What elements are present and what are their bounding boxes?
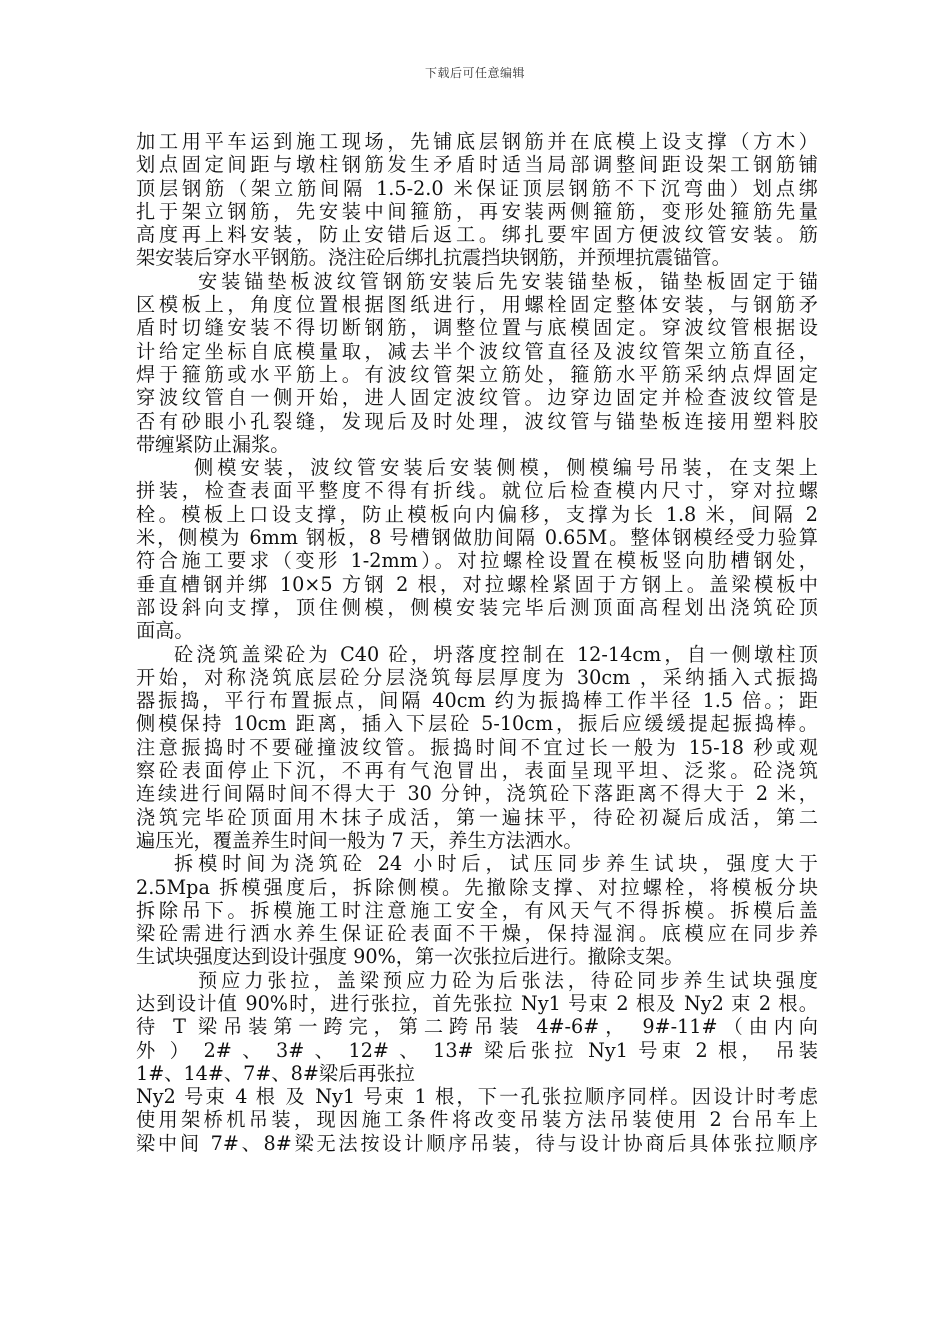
text-line: 拼装，检查表面平整度不得有折线。就位后检查模内尺寸，穿对拉螺	[136, 479, 818, 503]
text-line: 扎于架立钢筋，先安装中间箍筋，再安装两侧箍筋，变形处箍筋先量	[136, 199, 818, 223]
text-line: 架安装后穿水平钢筋。浇注砼后绑扎抗震挡块钢筋，并预埋抗震锚管。	[136, 246, 731, 270]
text-line: 1#、14#、7#、8#梁后再张拉	[136, 1061, 415, 1085]
text-line: 浇筑完毕砼顶面用木抹子成活，第一遍抹平，待砼初凝后成活，第二	[136, 805, 818, 829]
text-line: 否有砂眼小孔裂缝，发现后及时处理，波纹管与锚垫板连接用塑料胶	[136, 409, 818, 433]
text-line: Ny2 号束 4 根 及 Ny1 号束 1 根，下一孔张拉顺序同样。因设计时考虑	[136, 1085, 818, 1109]
text-line: 遍压光，覆盖养生时间一般为 7 天，养生方法洒水。	[136, 828, 583, 852]
text-line: 高度再上料安装，防止安错后返工。绑扎要牢固方便波纹管安装。筋	[136, 223, 818, 247]
text-line: 注意振捣时不要碰撞波纹管。振捣时间不宜过长一般为 15-18 秒或观	[136, 735, 818, 759]
text-line: 面高。	[136, 619, 194, 643]
text-line: 拆除吊下。拆模施工时注意施工安全，有风天气不得拆模。拆模后盖	[136, 898, 818, 922]
text-line: 带缠紧防止漏浆。	[136, 432, 290, 456]
text-line: 区模板上，角度位置根据图纸进行，用螺栓固定整体安装，与钢筋矛	[136, 293, 818, 317]
text-line: 顶层钢筋（架立筋间隔 1.5-2.0 米保证顶层钢筋不下沉弯曲）划点绑	[136, 176, 818, 200]
text-line: 加工用平车运到施工现场，先铺底层钢筋并在底模上设支撑（方木）	[136, 130, 818, 153]
text-line: 计给定坐标自底模量取，减去半个波纹管直径及波纹管架立筋直径，	[136, 339, 818, 363]
text-line: 垂直槽钢并绑 10×5 方钢 2 根，对拉螺栓紧固于方钢上。盖梁模板中	[136, 572, 818, 596]
text-line: 盾时切缝安装不得切断钢筋，调整位置与底模固定。穿波纹管根据设	[136, 316, 818, 340]
text-line: 部设斜向支撑，顶住侧模，侧模安装完毕后测顶面高程划出浇筑砼顶	[136, 595, 818, 619]
text-line: 察砼表面停止下沉，不再有气泡冒出，表面呈现平坦、泛浆。砼浇筑	[136, 759, 818, 783]
text-line: 生试块强度达到设计强度 90%，第一次张拉后进行。撤除支架。	[136, 945, 684, 969]
text-line: 拆模时间为浇筑砼 24 小时后，试压同步养生试块，强度大于	[174, 852, 818, 876]
text-line: 2.5Mpa 拆模强度后，拆除侧模。先撤除支撑、对拉螺栓，将模板分块	[136, 875, 818, 899]
page-header: 下载后可任意编辑	[424, 66, 525, 80]
text-line: 梁中间 7#、8#梁无法按设计顺序吊装，待与设计协商后具体张拉顺序	[136, 1131, 818, 1155]
text-line: 栓。模板上口设支撑，防止模板向内偏移，支撑为长 1.8 米，间隔 2	[136, 502, 818, 526]
text-line: 穿波纹管自一侧开始，进人固定波纹管。边穿边固定并检查波纹管是	[136, 386, 818, 410]
text-line: 待 T 梁吊装第一跨完，第二跨吊装 4#-6#， 9#-11#（由内向	[136, 1015, 818, 1039]
text-line: 预应力张拉，盖梁预应力砼为后张法，待砼同步养生试块强度	[198, 968, 818, 992]
text-line: 达到设计值 90%时，进行张拉，首先张拉 Ny1 号束 2 根及 Ny2 束 2 根。	[136, 991, 818, 1015]
document-body	[136, 130, 818, 1155]
text-line: 米，侧模为 6mm 钢板，8 号槽钢做肋间隔 0.65M。整体钢模经受力验算	[136, 526, 818, 550]
text-line: 外 ） 2# 、 3# 、 12# 、 13# 梁后张拉 Ny1 号束 2 根， 吊装	[136, 1038, 818, 1062]
text-line: 使用架桥机吊装，现因施工条件将改变吊装方法吊装使用 2 台吊车上	[136, 1108, 818, 1132]
text-line: 安装锚垫板波纹管钢筋安装后先安装锚垫板，锚垫板固定于锚	[198, 269, 818, 293]
text-line: 器振捣，平行布置振点，间隔 40cm 约为振捣棒工作半径 1.5 倍。；距	[136, 689, 818, 713]
text-line: 砼浇筑盖梁砼为 C40 砼，坍落度控制在 12-14cm，自一侧墩柱顶	[174, 642, 818, 666]
text-line: 划点固定间距与墩柱钢筋发生矛盾时适当局部调整间距设架工钢筋铺	[136, 153, 818, 177]
text-line: 符合施工要求（变形 1-2mm）。对拉螺栓设置在模板竖向肋槽钢处，	[136, 549, 818, 573]
text-line: 焊于箍筋或水平筋上。有波纹管架立筋处，箍筋水平筋采纳点焊固定	[136, 362, 818, 386]
text-line: 开始，对称浇筑底层砼分层浇筑每层厚度为 30cm ，采纳插入式振捣	[136, 665, 818, 689]
text-line: 梁砼需进行洒水养生保证砼表面不干燥，保持湿润。底模应在同步养	[136, 922, 818, 946]
text-line: 侧模安装，波纹管安装后安装侧模，侧模编号吊装，在支架上	[194, 456, 818, 480]
text-line: 侧模保持 10cm 距离，插入下层砼 5-10cm，振后应缓缓提起振捣棒。	[136, 712, 818, 736]
text-line: 连续进行间隔时间不得大于 30 分钟，浇筑砼下落距离不得大于 2 米，	[136, 782, 818, 806]
